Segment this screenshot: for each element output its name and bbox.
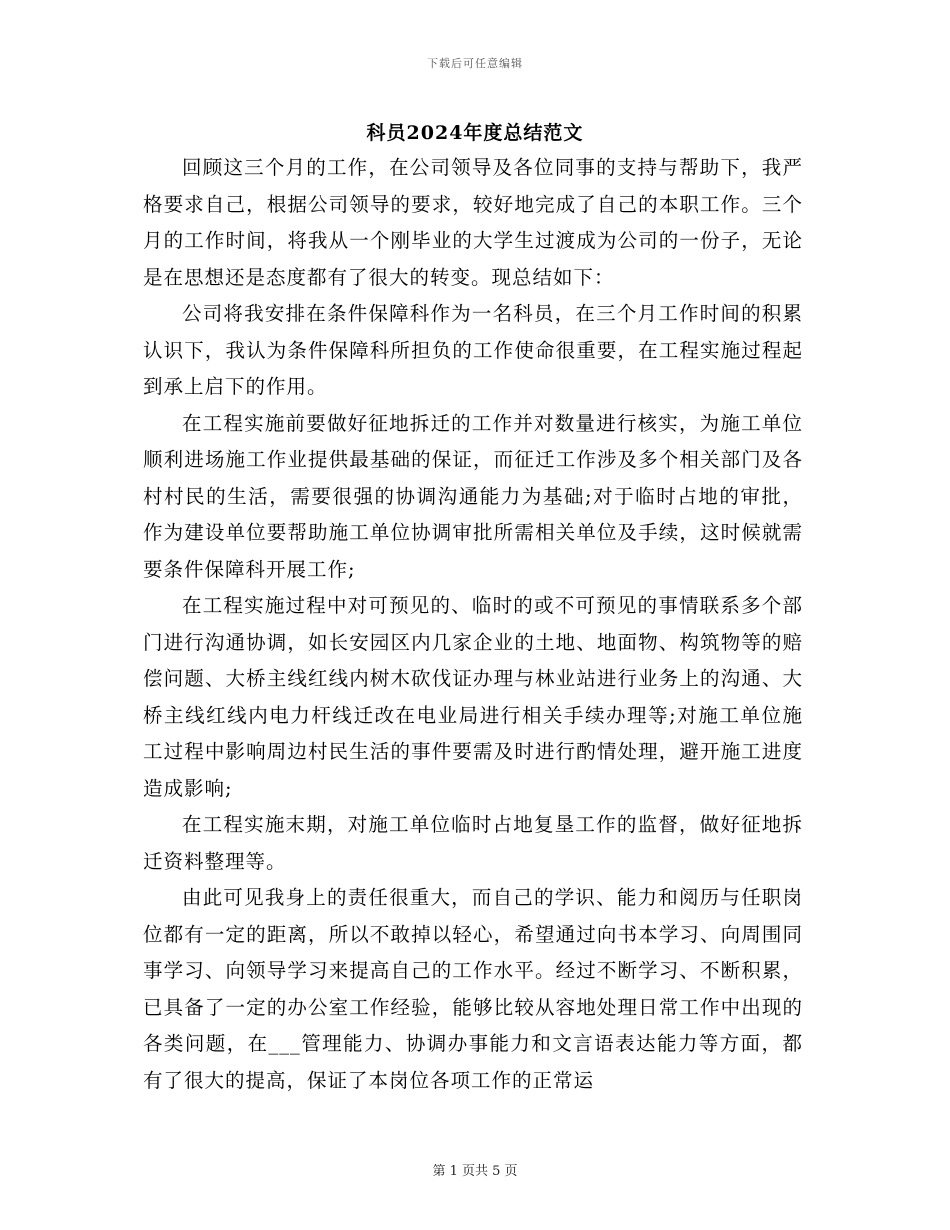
document-title: 科员2024年度总结范文 bbox=[366, 122, 584, 144]
paragraph: 在工程实施前要做好征地拆迁的工作并对数量进行核实，为施工单位顺利进场施工作业提供最基础的保证，而征迁工作涉及多个相关部门及各村村民的生活，需要很强的协调沟通能力为基础;对于临时占地的审批，作为建设单位要帮助施工单位协调审批所需相关单位及手续，这时候就需要条件保障科开展工作; bbox=[143, 411, 803, 581]
paragraph: 回顾这三个月的工作，在公司领导及各位同事的支持与帮助下，我严格要求自己，根据公司领导的要求，较好地完成了自己的本职工作。三个月的工作时间，将我从一个刚毕业的大学生过渡成为公司的一份子，无论是在思想还是态度都有了很大的转变。现总结如下： bbox=[143, 156, 803, 289]
paragraph: 在工程实施末期，对施工单位临时占地复垦工作的监督，做好征地拆迁资料整理等。 bbox=[143, 813, 803, 873]
page-indicator: 第 1 页共 5 页 bbox=[432, 1164, 518, 1179]
header-note: 下载后可任意编辑 bbox=[427, 57, 523, 70]
document-body bbox=[143, 150, 803, 1099]
paragraph: 在工程实施过程中对可预见的、临时的或不可预见的事情联系多个部门进行沟通协调，如长安园区内几家企业的土地、地面物、构筑物等的赔偿问题、大桥主线红线内树木砍伐证办理与林业站进行业务上的沟通、大桥主线红线内电力杆线迁改在电业局进行相关手续办理等;对施工单位施工过程中影响周边村民生活的事件要需及时进行酌情处理，避开施工进度造成影响; bbox=[143, 594, 803, 800]
paragraph: 公司将我安排在条件保障科作为一名科员，在三个月工作时间的积累认识下，我认为条件保障科所担负的工作使命很重要，在工程实施过程起到承上启下的作用。 bbox=[143, 302, 803, 398]
paragraph: 由此可见我身上的责任很重大，而自己的学识、能力和阅历与任职岗位都有一定的距离，所以不敢掉以轻心，希望通过向书本学习、向周围同事学习、向领导学习来提高自己的工作水平。经过不断学习、不断积累，已具备了一定的办公室工作经验，能够比较从容地处理日常工作中出现的各类问题，在___管理能力、协调办事能力和文言语表达能力等方面，都有了很大的提高，保证了本岗位各项工作的正常运 bbox=[143, 886, 803, 1092]
